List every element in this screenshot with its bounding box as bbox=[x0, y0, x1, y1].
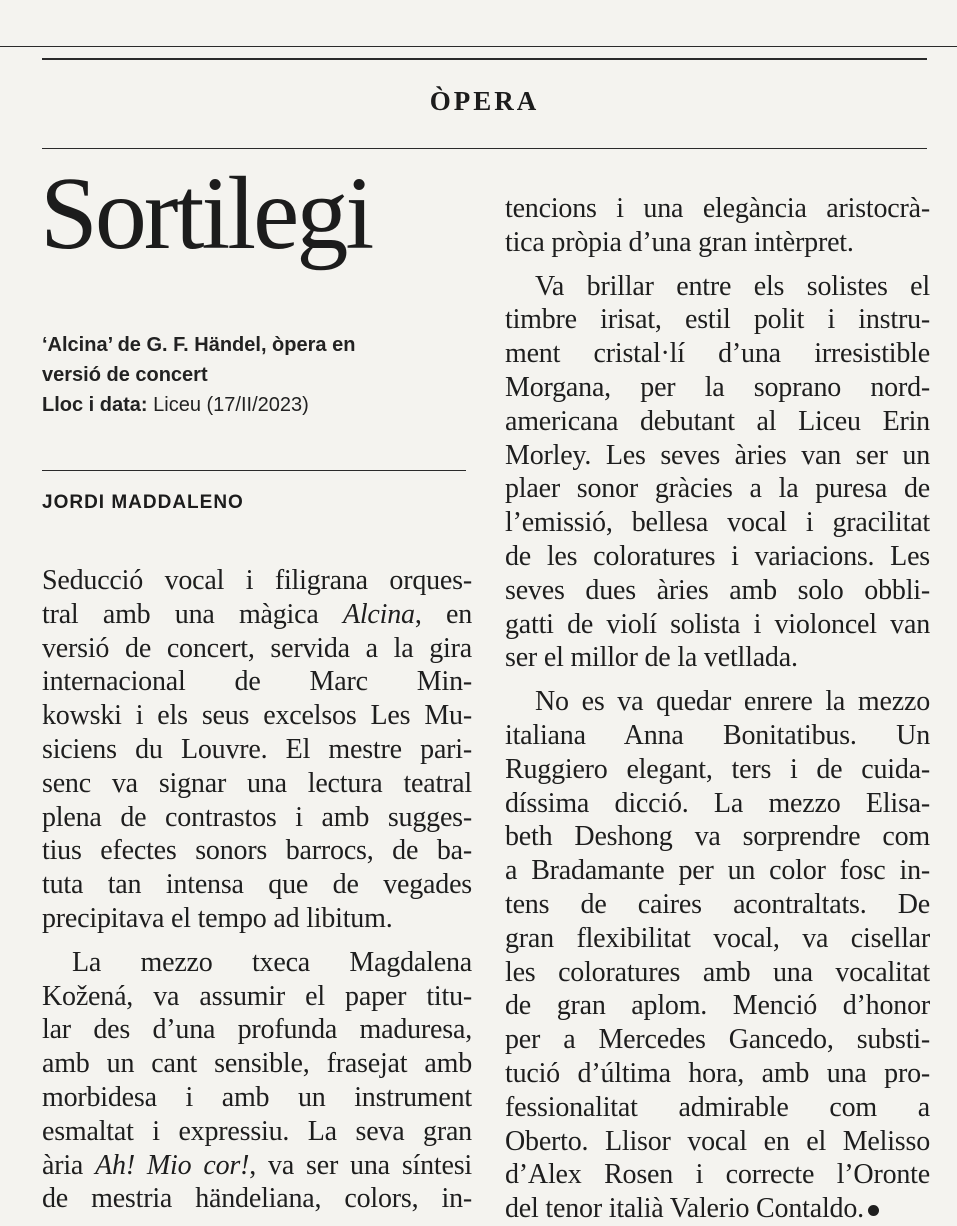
work-title-line-2: versió de concert bbox=[42, 364, 208, 386]
article-line: morbidesa i amb un instrument bbox=[42, 1081, 472, 1113]
article-line: precipitava el tempo ad libitum. bbox=[42, 902, 393, 934]
article-line: No es va quedar enrere la mezzo bbox=[535, 686, 930, 718]
author-byline: JORDI MADDALENO bbox=[42, 492, 244, 513]
article-line: d’Alex Rosen i correcte l’Oronte bbox=[505, 1159, 930, 1191]
article-line: siciens du Louvre. El mestre pari- bbox=[42, 733, 472, 765]
article-column-right bbox=[505, 192, 930, 1226]
article-line: beth Deshong va sorprendre com bbox=[505, 821, 930, 853]
article-line: Oberto. Llisor vocal en el Melisso bbox=[505, 1125, 930, 1157]
article-line: Seducció vocal i filigrana orques- bbox=[42, 565, 472, 596]
article-line: Va brillar entre els solistes el bbox=[535, 270, 930, 302]
section-bottom-rule bbox=[42, 148, 927, 149]
article-line: fessionalitat admirable com a bbox=[505, 1091, 930, 1123]
place-date-value: Liceu (17/II/2023) bbox=[147, 394, 309, 416]
article-line: amb un cant sensible, frasejat amb bbox=[42, 1048, 472, 1080]
article-line: Morgana, per la soprano nord- bbox=[505, 371, 930, 403]
article-line: gatti de violí solista i violoncel van bbox=[505, 608, 930, 640]
article-line: plena de contrastos i amb sugges- bbox=[42, 801, 472, 833]
article-line: senc va signar una lectura teatral bbox=[42, 767, 472, 799]
article-line: lar des d’una profunda maduresa, bbox=[42, 1014, 472, 1046]
article-line: ment cristal·lí d’una irresistible bbox=[505, 338, 930, 370]
article-line: per a Mercedes Gancedo, substi- bbox=[505, 1024, 930, 1056]
article-line: tius efectes sonors barrocs, de ba- bbox=[42, 835, 472, 867]
article-line: Morley. Les seves àries van ser un bbox=[505, 439, 930, 471]
article-line: italiana Anna Bonitatibus. Un bbox=[505, 719, 930, 751]
top-rule bbox=[0, 46, 957, 47]
end-of-article-mark bbox=[868, 1205, 879, 1216]
article-line: ser el millor de la vetllada. bbox=[505, 642, 798, 674]
byline-rule bbox=[42, 470, 466, 471]
article-line: de gran aplom. Menció d’honor bbox=[505, 990, 930, 1022]
work-title-line-1: ‘Alcina’ de G. F. Händel, òpera en bbox=[42, 334, 356, 356]
article-line: tució d’última hora, amb una pro- bbox=[505, 1057, 930, 1089]
article-line: tica pròpia d’una gran intèrpret. bbox=[505, 226, 854, 258]
place-date bbox=[42, 390, 472, 420]
article-column-left bbox=[42, 564, 472, 1216]
article-line: tuta tan intensa que de vegades bbox=[42, 869, 472, 901]
article-line: tral amb una màgica Alcina, en bbox=[42, 598, 472, 630]
place-date-label: Lloc i data: bbox=[42, 394, 148, 416]
article-line: La mezzo txeca Magdalena bbox=[72, 946, 472, 978]
article-line: Kožená, va assumir el paper titu- bbox=[42, 980, 472, 1012]
article-line: plaer sonor gràcies a la puresa de bbox=[505, 473, 930, 505]
section-label: ÒPERA bbox=[429, 86, 540, 116]
article-line: de mestria händeliana, colors, in- bbox=[42, 1183, 472, 1215]
section-top-rule bbox=[42, 58, 927, 60]
article-line: timbre irisat, estil polit i instru- bbox=[505, 304, 930, 336]
headline: Sortilegi bbox=[40, 156, 372, 271]
article-line: americana debutant al Liceu Erin bbox=[505, 405, 930, 437]
article-line: Ruggiero elegant, ters i de cuida- bbox=[505, 753, 930, 785]
article-line: kowski i els seus excelsos Les Mu- bbox=[42, 700, 472, 732]
review-info bbox=[42, 330, 472, 420]
article-line: ària Ah! Mio cor!, va ser una síntesi bbox=[42, 1149, 472, 1181]
article-line: esmaltat i expressiu. La seva gran bbox=[42, 1115, 472, 1147]
article-line: seves dues àries amb solo obbli- bbox=[505, 574, 930, 606]
article-line: de les coloratures i variacions. Les bbox=[505, 540, 930, 572]
article-line: gran flexibilitat vocal, va cisellar bbox=[505, 922, 930, 954]
article-line: díssima dicció. La mezzo Elisa- bbox=[505, 787, 930, 819]
article-line: internacional de Marc Min- bbox=[42, 666, 472, 698]
article-line: les coloratures amb una vocalitat bbox=[505, 956, 930, 988]
article-line: versió de concert, servida a la gira bbox=[42, 632, 472, 664]
article-line: a Bradamante per un color fosc in- bbox=[505, 855, 930, 887]
article-line: l’emissió, bellesa vocal i gracilitat bbox=[505, 507, 930, 539]
article-line: tencions i una elegància aristocrà- bbox=[505, 193, 930, 224]
article-line: del tenor italià Valerio Contaldo. bbox=[505, 1192, 930, 1226]
article-line: tens de caires acontraltats. De bbox=[505, 888, 930, 920]
